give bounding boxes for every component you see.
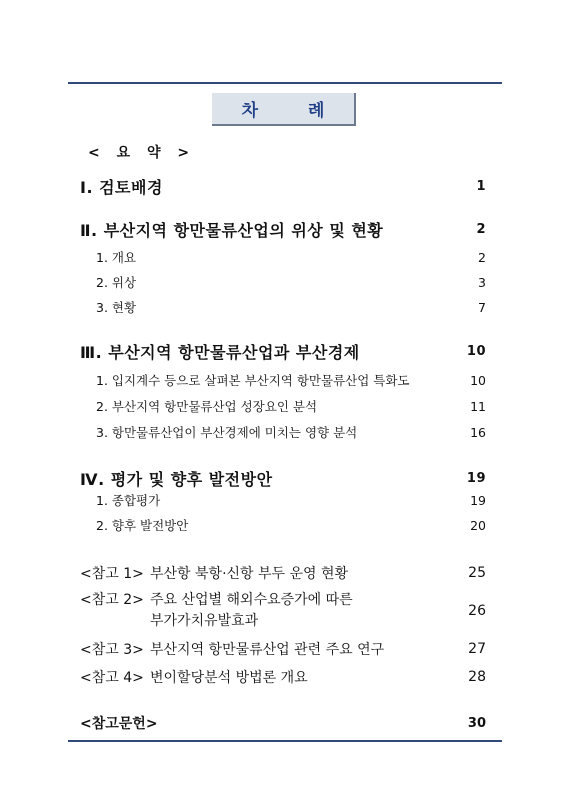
- toc-section-2[interactable]: [80, 218, 486, 241]
- item-label: 3. 현황: [96, 300, 137, 315]
- toc-item[interactable]: [96, 516, 486, 534]
- page-number: 16: [470, 424, 486, 440]
- reference-tag: <참고 2>: [80, 592, 144, 608]
- toc-section-1[interactable]: [80, 175, 486, 198]
- toc-reference[interactable]: [80, 590, 486, 632]
- reference-text-line2: 부가가치유발효과: [150, 613, 259, 629]
- page-number: 7: [478, 299, 486, 315]
- page-number: 10: [470, 372, 486, 388]
- reference-text: 주요 산업별 해외수요증가에 따른: [150, 592, 353, 608]
- page-number: 2: [476, 222, 486, 237]
- toc-reference[interactable]: [80, 667, 486, 687]
- section-label: Ⅱ. 부산지역 항만물류산업의 위상 및 현황: [80, 221, 384, 240]
- bibliography-label: <참고문헌>: [80, 716, 158, 732]
- page-number: 19: [466, 471, 486, 486]
- page-number: 27: [468, 641, 486, 657]
- page-number: 26: [468, 603, 486, 619]
- toc-bibliography[interactable]: [80, 713, 486, 733]
- reference-tag: <참고 1>: [80, 566, 144, 582]
- section-label: Ⅰ. 검토배경: [80, 178, 163, 197]
- section-label: Ⅲ. 부산지역 항만물류산업과 부산경제: [80, 343, 360, 362]
- toc-reference[interactable]: [80, 563, 486, 583]
- page-number: 1: [476, 179, 486, 194]
- section-label: Ⅳ. 평가 및 향후 발전방안: [80, 470, 273, 489]
- page-number: 20: [470, 517, 486, 533]
- page-number: 28: [468, 669, 486, 685]
- toc-item[interactable]: [96, 397, 486, 415]
- toc-section-3[interactable]: [80, 340, 486, 363]
- summary-link[interactable]: < 요 약 >: [88, 145, 196, 161]
- page-number: 25: [468, 565, 486, 581]
- page-number: 10: [466, 344, 486, 359]
- reference-text: 변이할당분석 방법론 개요: [150, 670, 308, 686]
- item-label: 1. 입지계수 등으로 살펴본 부산지역 항만물류산업 특화도: [96, 373, 410, 388]
- page-number: 2: [478, 249, 486, 265]
- reference-tag: <참고 3>: [80, 642, 144, 658]
- toc-item[interactable]: [96, 248, 486, 266]
- toc-item[interactable]: [96, 491, 486, 509]
- reference-text: 부산지역 항만물류산업 관련 주요 연구: [150, 642, 385, 658]
- reference-tag: <참고 4>: [80, 670, 144, 686]
- top-rule: [68, 82, 502, 84]
- item-label: 2. 부산지역 항만물류산업 성장요인 분석: [96, 399, 318, 414]
- toc-section-4[interactable]: [80, 467, 486, 490]
- reference-text: 부산항 북항·신항 부두 운영 현황: [150, 566, 349, 582]
- page-number: 11: [470, 398, 486, 414]
- bottom-rule: [68, 740, 502, 742]
- toc-item[interactable]: [96, 273, 486, 291]
- toc-reference[interactable]: [80, 639, 486, 659]
- item-label: 1. 종합평가: [96, 493, 161, 508]
- item-label: 2. 위상: [96, 275, 137, 290]
- page-number: 19: [470, 492, 486, 508]
- page-number: 30: [467, 715, 486, 731]
- toc-item[interactable]: [96, 423, 486, 441]
- page-number: 3: [478, 274, 486, 290]
- toc-item[interactable]: [96, 298, 486, 316]
- item-label: 1. 개요: [96, 250, 137, 265]
- item-label: 3. 항만물류산업이 부산경제에 미치는 영향 분석: [96, 425, 358, 440]
- toc-item[interactable]: [96, 371, 486, 389]
- toc-title: 차 례: [212, 93, 356, 126]
- item-label: 2. 향후 발전방안: [96, 518, 189, 533]
